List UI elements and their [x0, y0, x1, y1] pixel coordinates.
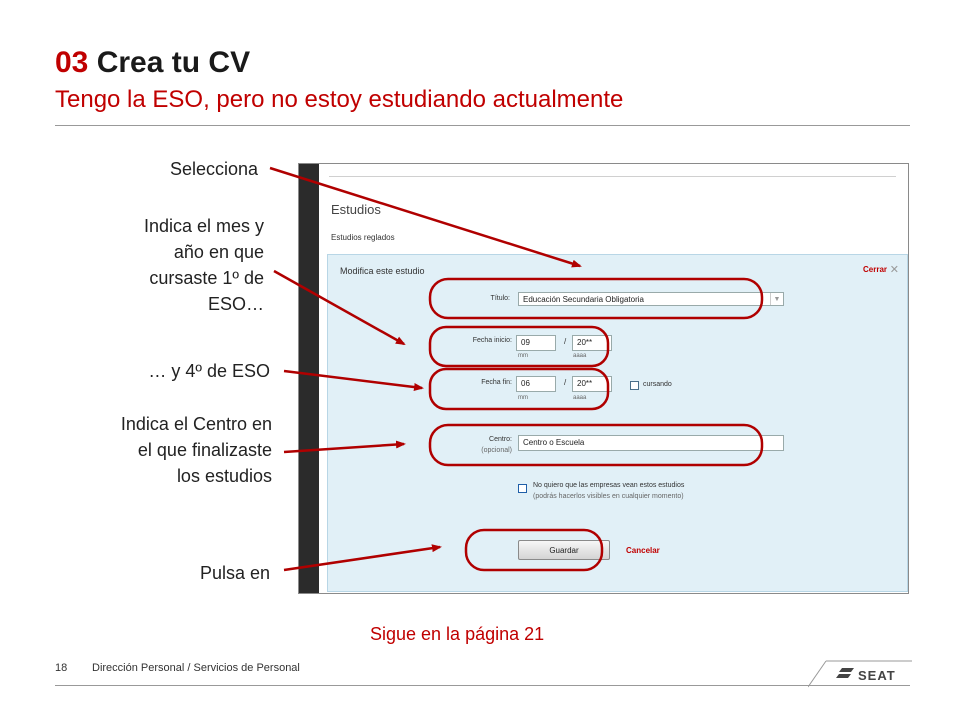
title-text: Crea tu CV [96, 46, 251, 79]
date-separator: / [564, 378, 567, 387]
callout-line: cursaste 1º de [149, 268, 264, 288]
callout-centro [121, 411, 272, 489]
titulo-value: Educación Secundaria Obligatoria [523, 295, 644, 304]
titulo-select[interactable] [518, 292, 784, 306]
callout-line: año en que [173, 242, 264, 262]
next-page-note: Sigue en la página 21 [370, 624, 545, 644]
centro-optional: (opcional) [481, 447, 512, 454]
privacy-label: No quiero que las empresas vean estos estudios [533, 482, 685, 489]
panel-title: Modifica este estudio [340, 266, 425, 276]
section-number: 03 [55, 46, 89, 79]
callout-selecciona: Selecciona [169, 159, 258, 179]
titulo-label: Título: [490, 295, 510, 302]
cancel-link[interactable]: Cancelar [626, 546, 660, 555]
page-subtitle: Tengo la ESO, pero no estoy estudiando actualmente [55, 86, 624, 113]
callout-mes-ano [144, 213, 264, 317]
close-link[interactable]: Cerrar [862, 265, 887, 274]
centro-label: Centro: [489, 436, 512, 443]
privacy-hint: (podrás hacerlos visibles en cualquier momento) [533, 493, 684, 500]
save-button[interactable]: Guardar [518, 540, 610, 560]
callout-line: Indica el mes y [143, 216, 264, 236]
year-hint: aaaa [573, 353, 587, 359]
callout-line: ESO… [207, 294, 264, 314]
fecha-fin-month-input[interactable]: 06 [516, 376, 556, 392]
callout-cuarto: … y 4º de ESO [148, 361, 270, 381]
footer-text: Dirección Personal / Servicios de Personal [92, 662, 300, 674]
callout-line: Indica el Centro en [120, 414, 272, 434]
seat-logo [808, 660, 912, 688]
footer-divider [55, 685, 910, 686]
form-screenshot [298, 163, 909, 594]
fecha-fin-label: Fecha fin: [481, 379, 512, 386]
page-number: 18 [55, 662, 68, 674]
fecha-inicio-month-input[interactable]: 09 [516, 335, 556, 351]
title-divider [55, 125, 910, 126]
cursando-label: cursando [643, 381, 672, 388]
callout-pulsa: Pulsa en [199, 563, 270, 583]
callout-line: el que finalizaste [137, 440, 272, 460]
fecha-inicio-label: Fecha inicio: [472, 337, 512, 344]
cursando-checkbox[interactable] [630, 381, 639, 390]
callout-line: los estudios [176, 466, 272, 486]
section-subtitle: Estudios reglados [331, 233, 395, 242]
edit-study-panel [327, 254, 908, 592]
fecha-inicio-year-input[interactable]: 20** [572, 335, 612, 351]
close-icon[interactable]: ✕ [889, 264, 899, 276]
top-divider [329, 176, 896, 177]
fecha-fin-year-input[interactable]: 20** [572, 376, 612, 392]
section-title: Estudios [331, 202, 381, 217]
year-hint: aaaa [573, 395, 587, 401]
svg-text:SEAT: SEAT [858, 668, 896, 683]
dark-sidebar [299, 164, 319, 593]
month-hint: mm [518, 395, 528, 401]
privacy-checkbox[interactable] [518, 484, 527, 493]
date-separator: / [564, 337, 567, 346]
chevron-down-icon: ▼ [770, 293, 783, 305]
centro-input[interactable]: Centro o Escuela [518, 435, 784, 451]
month-hint: mm [518, 353, 528, 359]
page-title [55, 46, 250, 80]
